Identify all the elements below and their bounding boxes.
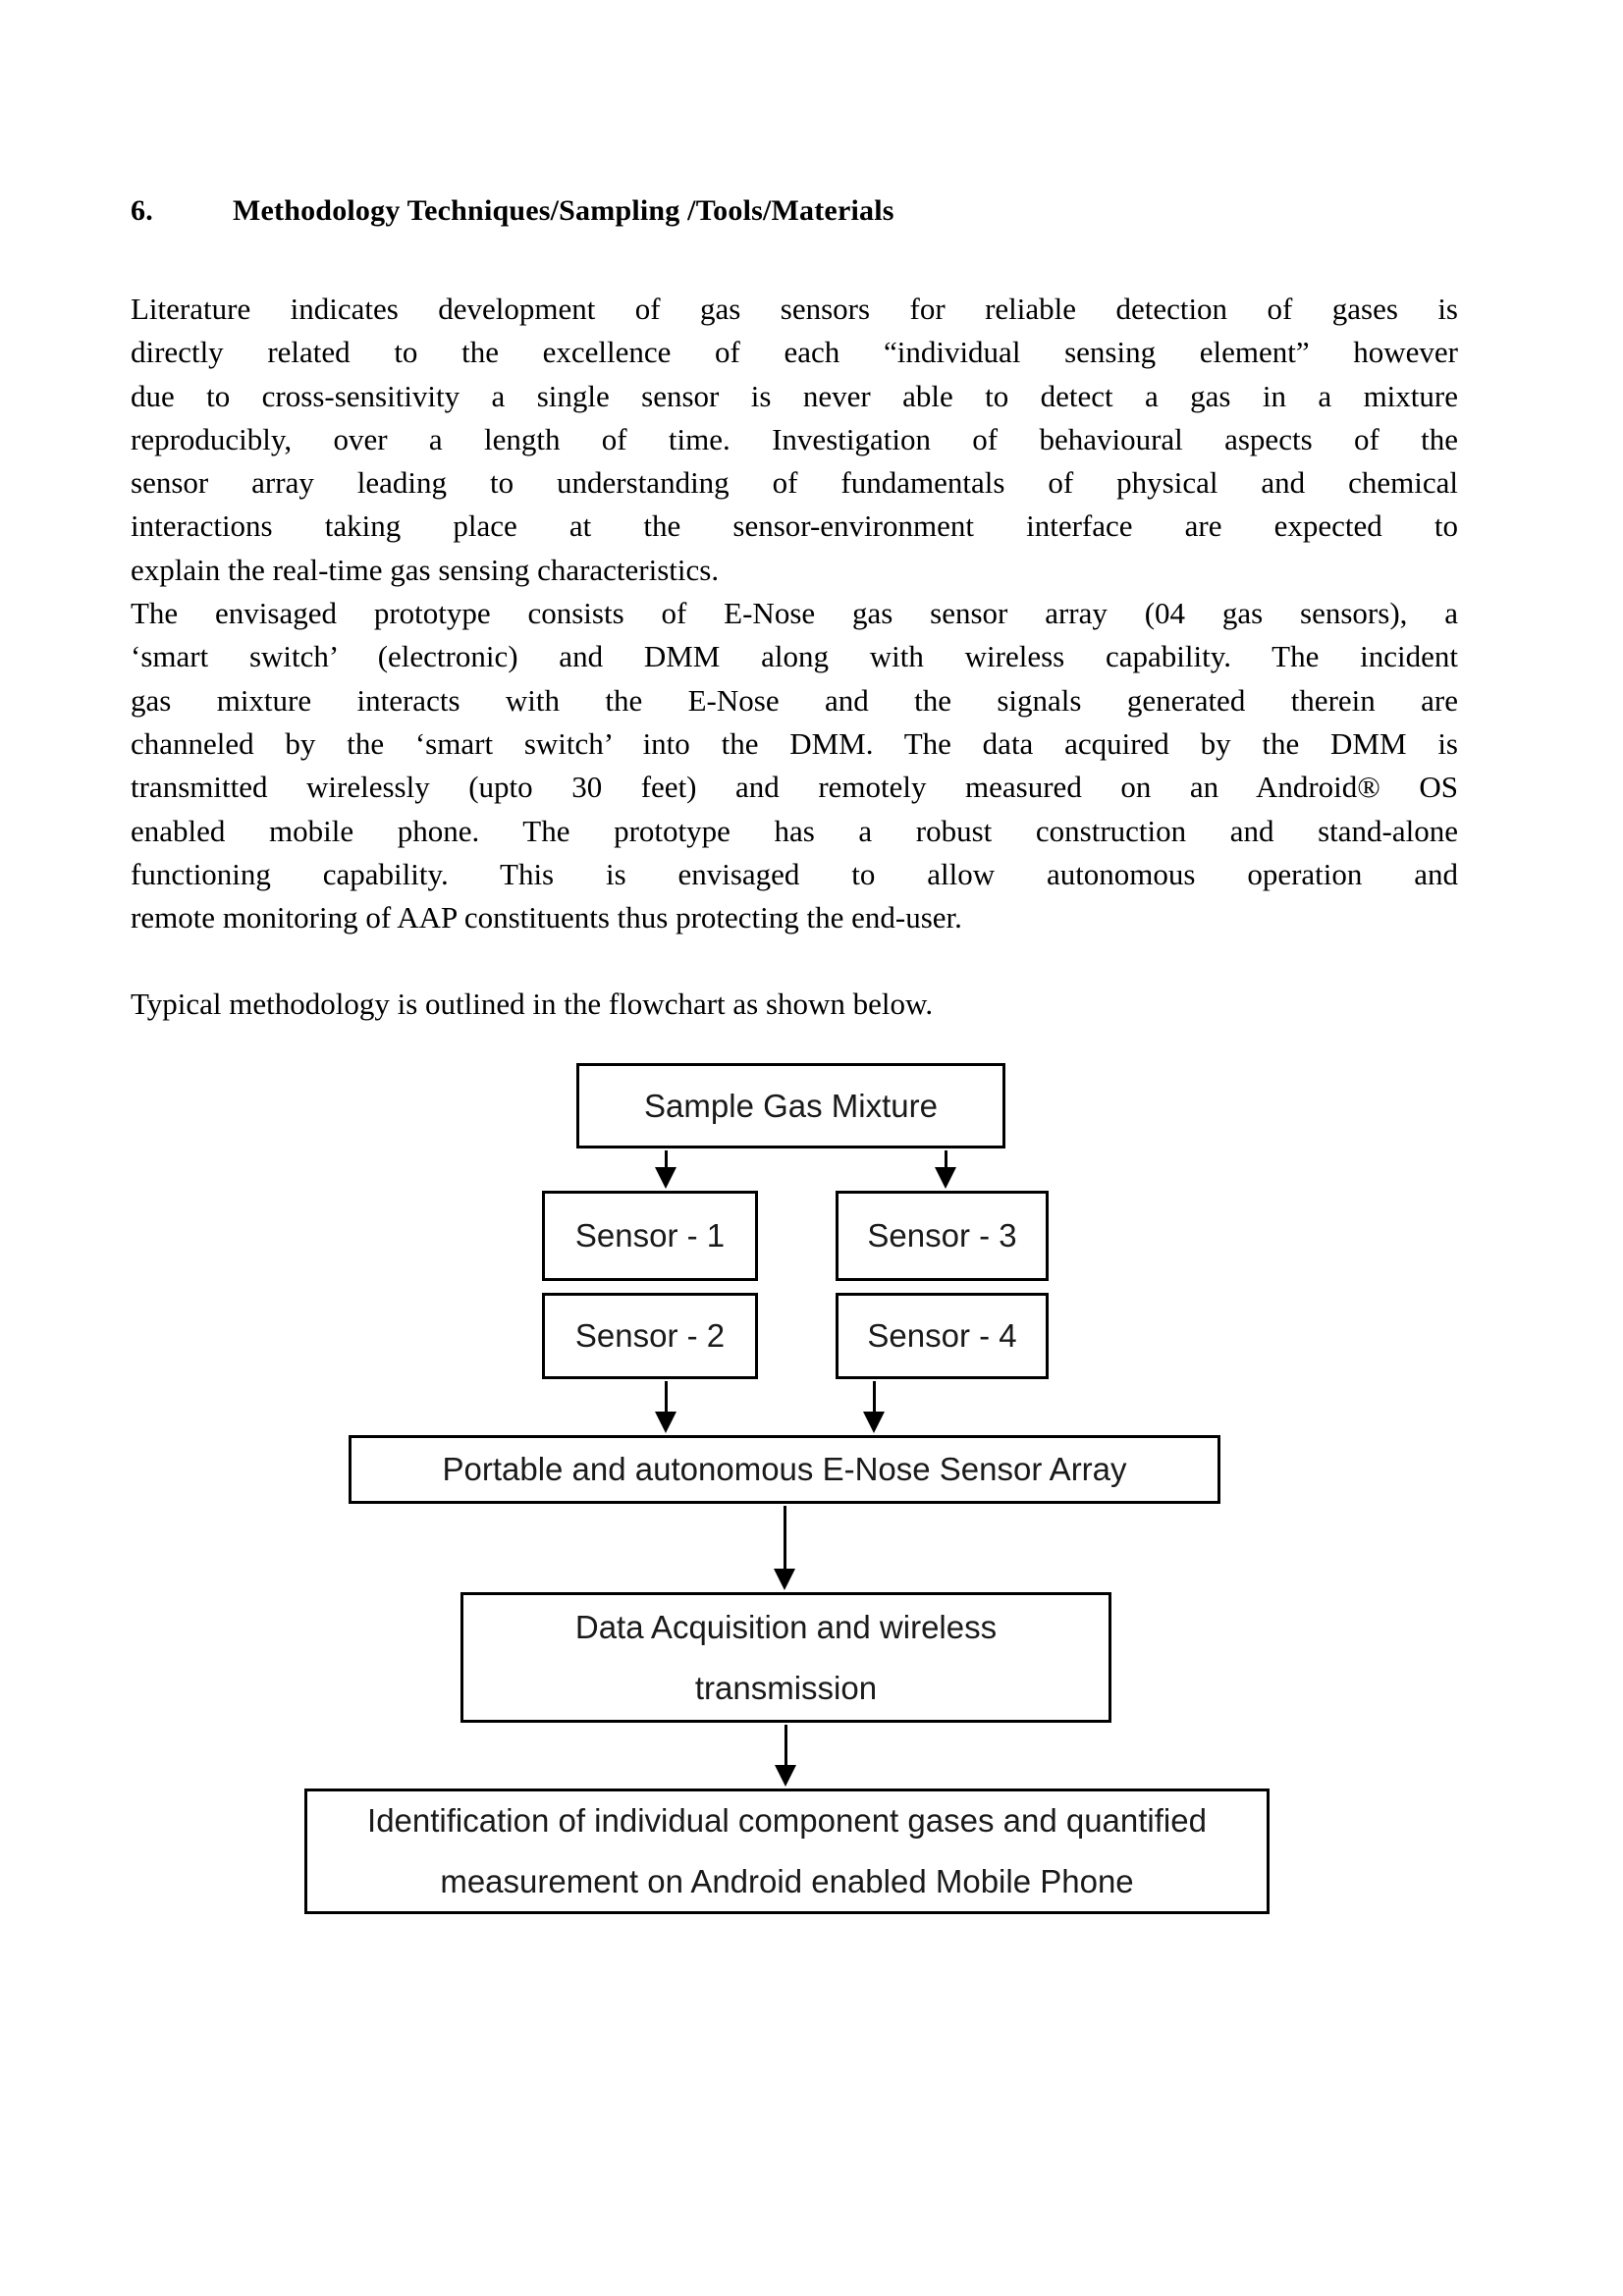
flowchart-box-sensor-2 (542, 1293, 758, 1379)
body-text-line: due to cross-sensitivity a single sensor is never able to detect a gas in a mixture (131, 378, 1458, 413)
body-text-line: directly related to the excellence of each “individual sensing element” however (131, 335, 1458, 370)
body-text-line: remote monitoring of AAP constituents thus protecting the end-user. (131, 900, 962, 935)
body-text-line: reproducibly, over a length of time. Investigation of behavioural aspects of the (131, 421, 1458, 456)
arrow-head-icon (775, 1765, 796, 1787)
flowchart-intro-line: Typical methodology is outlined in the flowchart as shown below. (131, 987, 934, 1021)
flowchart-box-sensor-1 (542, 1191, 758, 1281)
arrow-head-icon (774, 1569, 795, 1590)
body-text-line: interactions taking place at the sensor-environment interface are expected to (131, 508, 1458, 544)
sensor-2-label: Sensor - 2 (574, 1317, 726, 1354)
body-text-line: transmitted wirelessly (upto 30 feet) and remotely measured on an Android® OS (131, 770, 1458, 805)
flowchart-box-enose-sensor-array (349, 1435, 1220, 1504)
body-text-line: enabled mobile phone. The prototype has a robust construction and stand-alone (131, 813, 1458, 848)
sample-gas-mixture-label: Sample Gas Mixture (644, 1087, 938, 1124)
data-acquisition-label-line2: transmission (694, 1669, 878, 1706)
data-acquisition-label-line1: Data Acquisition and wireless (574, 1608, 998, 1645)
arrow-line (784, 1725, 787, 1767)
identification-label-line1: Identification of individual component gases and quantified (367, 1802, 1207, 1839)
body-text-line: gas mixture interacts with the E-Nose and the signals generated therein are (131, 682, 1458, 718)
body-text-line: The envisaged prototype consists of E-Nose gas sensor array (04 gas sensors), a (131, 596, 1458, 631)
arrow-line (873, 1381, 876, 1414)
body-text-line: Literature indicates development of gas sensors for reliable detection of gases is (131, 292, 1458, 326)
section-number: 6. (131, 194, 153, 227)
flowchart-box-identification (304, 1789, 1270, 1914)
identification-label-line2: measurement on Android enabled Mobile Phone (440, 1863, 1134, 1899)
section-title: Methodology Techniques/Sampling /Tools/Materials (233, 194, 894, 227)
sensor-1-label: Sensor - 1 (574, 1217, 726, 1254)
arrow-head-icon (863, 1412, 885, 1433)
body-paragraphs (131, 288, 1458, 939)
arrow-head-icon (655, 1167, 676, 1189)
arrow-line (665, 1381, 668, 1414)
sensor-4-label: Sensor - 4 (867, 1317, 1017, 1354)
sensor-3-label: Sensor - 3 (867, 1217, 1017, 1254)
body-text-line: sensor array leading to understanding of fundamentals of physical and chemical (131, 465, 1458, 501)
section-heading (131, 194, 894, 228)
arrow-line (784, 1506, 786, 1571)
flowchart-box-data-acquisition (460, 1592, 1111, 1723)
flowchart-box-sample-gas-mixture (576, 1063, 1005, 1148)
body-text-line: functioning capability. This is envisaged to allow autonomous operation and (131, 856, 1458, 891)
arrow-head-icon (655, 1412, 676, 1433)
body-text-line: explain the real-time gas sensing characteristics. (131, 552, 720, 587)
flowchart-box-sensor-4 (836, 1293, 1049, 1379)
enose-sensor-array-label: Portable and autonomous E-Nose Sensor Array (442, 1451, 1127, 1487)
flowchart-box-sensor-3 (836, 1191, 1049, 1281)
arrow-head-icon (935, 1167, 956, 1189)
body-text-line: channeled by the ‘smart switch’ into the DMM. The data acquired by the DMM is (131, 725, 1458, 761)
body-text-line: ‘smart switch’ (electronic) and DMM along with wireless capability. The incident (131, 639, 1458, 674)
